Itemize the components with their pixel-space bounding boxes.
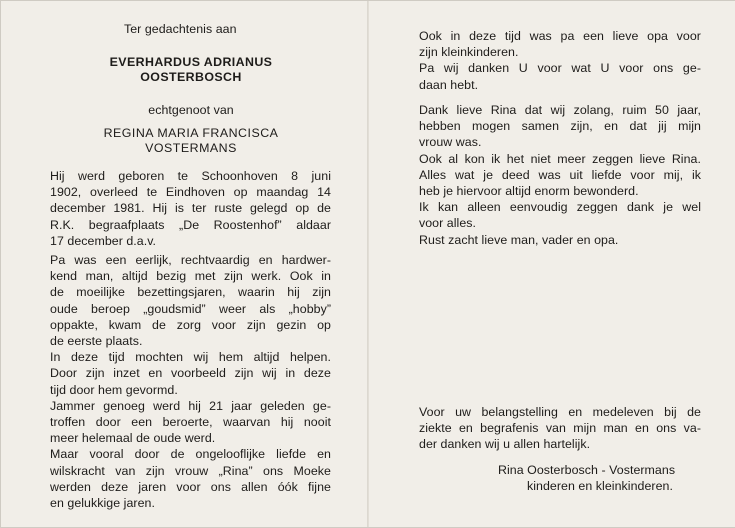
- text-line: Ik kan alleen eenvoudig zeggen dank je wel: [419, 200, 701, 215]
- text-line: hebben mogen samen zijn, en dat jij mijn: [419, 119, 701, 134]
- text-line: vrouw was.: [419, 135, 482, 150]
- text-line: werden deze jaren voor ons allen óók fijne: [50, 479, 331, 494]
- text-line: Hij werd geboren te Schoonhoven 8 juni: [50, 169, 331, 183]
- text-line: kend man, altijd bezig met zijn werk. Ook in: [50, 269, 331, 284]
- text-line: R.K. begraafplaats „De Roostenhof” aldaar: [50, 217, 331, 232]
- text-line: heb je hiervoor altijd enorm bewonderd.: [419, 184, 639, 199]
- text-line: Pa was een eerlijk, rechtvaardig en hardwer-: [50, 253, 331, 267]
- text-line: voor alles.: [419, 216, 477, 231]
- text-line: ziekte en begrafenis van mijn man en ons va-: [419, 421, 701, 436]
- text-line: zijn kleinkinderen.: [419, 45, 519, 60]
- spouse-paragraph: [419, 102, 701, 232]
- text-line: tijd door hem gevormd.: [50, 382, 178, 397]
- farewell-text: Rust zacht lieve man, vader en opa.: [419, 233, 619, 247]
- intro-text: Ter gedachtenis aan: [124, 22, 237, 36]
- signature-family: kinderen en kleinkinderen.: [527, 479, 673, 493]
- text-line: oppakte, kwam de zorg voor zijn gezin op: [50, 317, 331, 332]
- text-line: In deze tijd mochten wij hem altijd helpen.: [50, 350, 331, 365]
- text-line: der danken wij u allen hartelijk.: [419, 437, 591, 452]
- text-line: Ook in deze tijd was pa een lieve opa voor: [419, 29, 701, 43]
- text-line: meer helemaal de oude werd.: [50, 431, 216, 446]
- text-line: Jammer genoeg werd hij 21 jaar geleden ge-: [50, 398, 331, 413]
- thanks-paragraph: [419, 404, 701, 453]
- spouse-name-line2: VOSTERMANS: [145, 141, 237, 155]
- text-line: Voor uw belangstelling en medeleven bij de: [419, 405, 701, 419]
- relation-text: echtgenoot van: [148, 103, 234, 117]
- grandfather-paragraph: [419, 28, 701, 93]
- biography-paragraph: [50, 168, 331, 249]
- text-line: Maar vooral door de ongelooflijke liefde en: [50, 447, 331, 462]
- text-line: de moeilijke bezettingsjaren, waarin hij zijn: [50, 285, 331, 300]
- text-line: december 1981. Hij is ter ruste gelegd op de: [50, 201, 331, 216]
- text-line: oude beroep „goudsmid” weer als „hobby”: [50, 301, 331, 316]
- text-line: de eerste plaats.: [50, 334, 143, 349]
- text-line: 17 december d.a.v.: [50, 233, 157, 248]
- deceased-name-line1: EVERHARDUS ADRIANUS: [109, 55, 273, 69]
- text-line: Alles wat je deed was uit liefde voor mij, ik: [419, 167, 701, 182]
- text-line: Dank lieve Rina dat wij zolang, ruim 50 jaar,: [419, 103, 701, 117]
- text-line: troffen door een beroerte, waarvan hij nooit: [50, 415, 331, 430]
- text-line: daan hebt.: [419, 77, 479, 92]
- spouse-name-line1: REGINA MARIA FRANCISCA: [103, 126, 279, 140]
- deceased-name-line2: OOSTERBOSCH: [140, 70, 242, 84]
- tribute-paragraph: [50, 252, 331, 511]
- text-line: Door zijn inzet en voorbeeld zijn wij in deze: [50, 366, 331, 381]
- text-line: en gelukkige jaren.: [50, 496, 155, 511]
- text-line: 1902, overleed te Eindhoven op maandag 14: [50, 185, 331, 200]
- text-line: wilskracht van zijn vrouw „Rina” ons Moeke: [50, 463, 331, 478]
- text-line: Ook al kon ik het niet meer zeggen lieve Rina.: [419, 151, 701, 166]
- signature-name: Rina Oosterbosch - Vostermans: [498, 463, 676, 477]
- text-line: Pa wij danken U voor wat U voor ons ge-: [419, 61, 701, 76]
